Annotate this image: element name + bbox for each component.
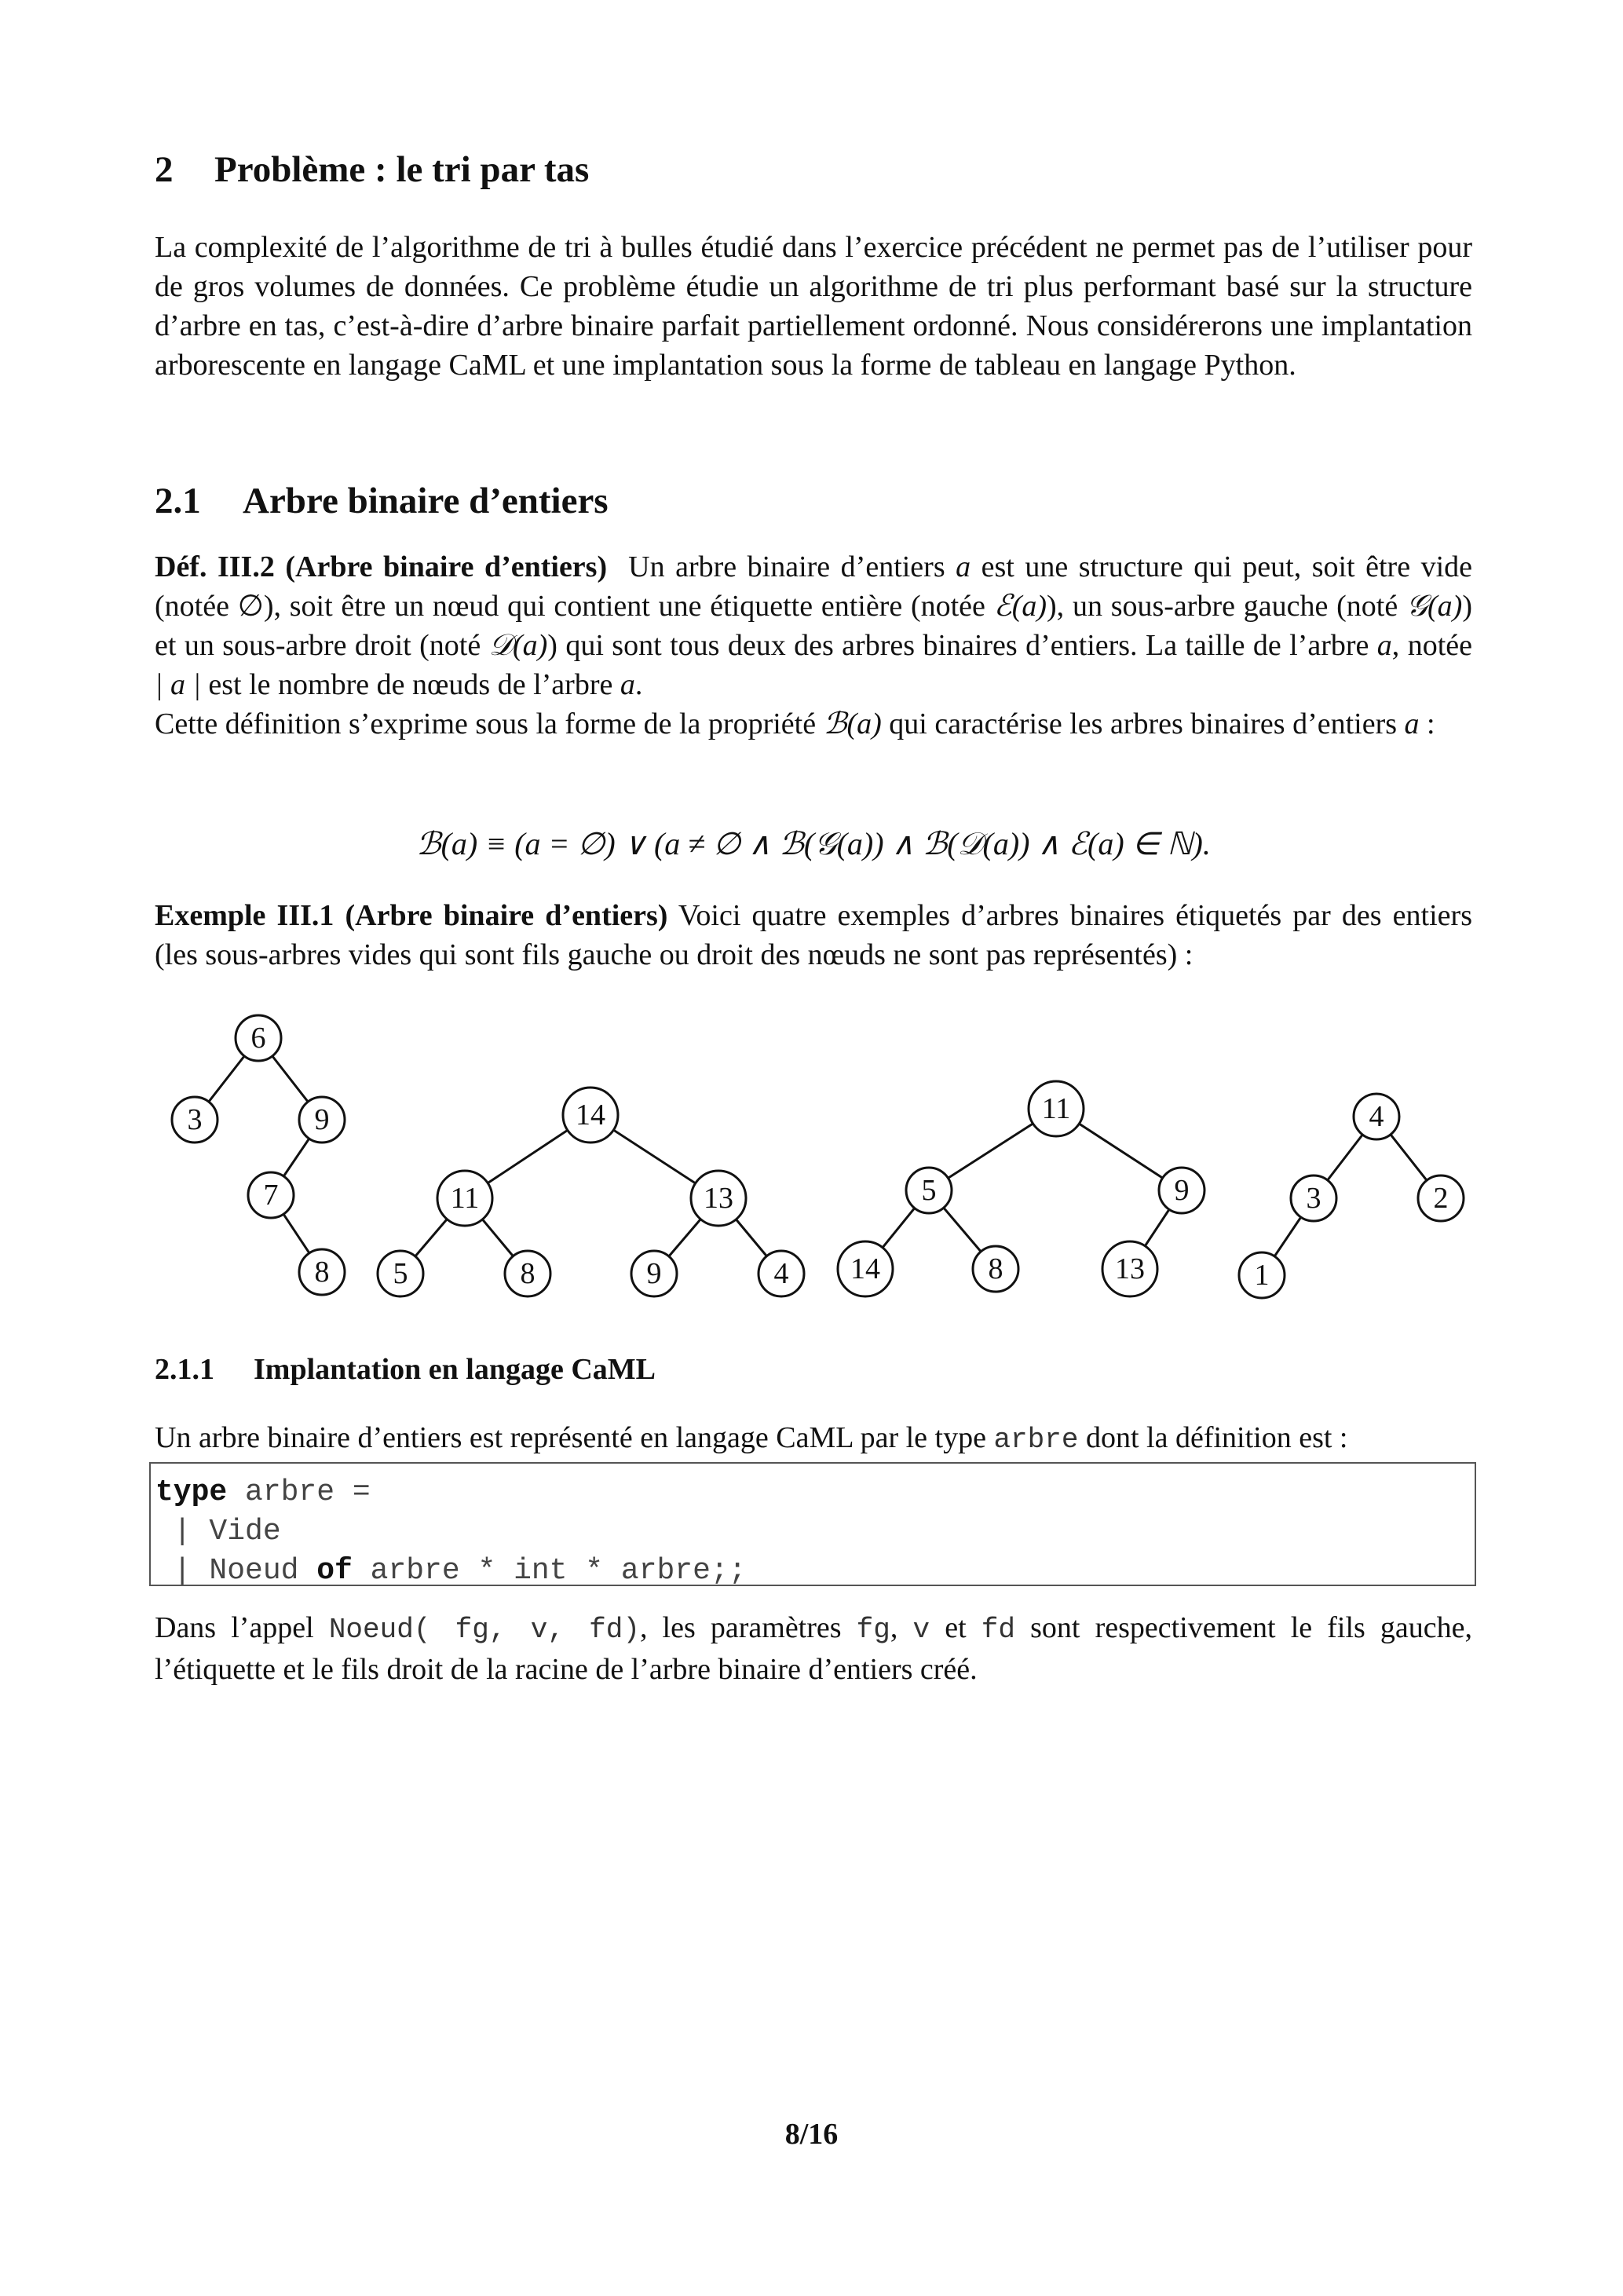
tree-node	[236, 1015, 281, 1061]
subsubsection-title: Implantation en langage CaML	[254, 1353, 656, 1386]
tree-node	[906, 1168, 952, 1213]
right-subtree-expr: 𝒟(a)	[488, 629, 548, 662]
svg-text:4: 4	[773, 1257, 789, 1290]
definition-text-7: est le nombre de nœuds de l’arbre	[200, 668, 620, 701]
var-a: a	[1404, 707, 1420, 740]
after-code-text-2: , les paramètres	[639, 1611, 857, 1644]
svg-text:7: 7	[263, 1179, 279, 1212]
tree-node	[1418, 1175, 1464, 1221]
tree-2	[378, 1088, 804, 1296]
property-formula	[155, 823, 1472, 865]
definition-lead: Déf. III.2 (Arbre binaire d’entiers)	[155, 550, 608, 583]
subsection-title: Arbre binaire d’entiers	[243, 481, 609, 521]
svg-text:2: 2	[1433, 1182, 1449, 1215]
tree-node	[1354, 1094, 1399, 1139]
property-text-1: Cette définition s’exprime sous la forme de la propriété	[155, 707, 824, 740]
example-text: Voici quatre exemples d’arbres binaires étiquetés par des entiers (les sous-arbres vides qui sont fils gauche ou droit des nœuds ne sont pas représentés) :	[155, 899, 1472, 971]
tree-node	[838, 1241, 893, 1296]
tree-node	[1102, 1241, 1157, 1296]
tree-node	[1159, 1168, 1204, 1213]
tree-node	[631, 1251, 677, 1296]
inline-code-fd: fd	[981, 1614, 1015, 1646]
tree-node	[299, 1097, 345, 1143]
caml-intro-text-1: Un arbre binaire d’entiers est représenté en langage CaML par le type	[155, 1421, 994, 1454]
inline-code-v: v	[912, 1614, 930, 1646]
svg-text:8: 8	[988, 1252, 1003, 1285]
tree-node	[248, 1172, 294, 1218]
subsubsection-number: 2.1.1	[155, 1353, 214, 1386]
var-a: a	[620, 668, 635, 701]
svg-text:13: 13	[1115, 1252, 1145, 1285]
code-line-1-rest: arbre =	[227, 1475, 371, 1509]
tree-node	[299, 1249, 345, 1295]
var-a: a	[956, 550, 971, 583]
caml-intro-text-2: dont la définition est :	[1078, 1421, 1348, 1454]
svg-text:3: 3	[1306, 1182, 1321, 1215]
after-code-paragraph	[155, 1608, 1472, 1689]
definition-text-6: , notée	[1391, 629, 1473, 662]
after-code-text-4: et	[930, 1611, 981, 1644]
definition-text-3: ), un sous-arbre gauche (noté	[1047, 590, 1406, 623]
inline-code-fg: fg	[856, 1614, 890, 1646]
svg-text:14: 14	[576, 1099, 605, 1132]
tree-node	[1029, 1081, 1084, 1136]
tree-node	[973, 1246, 1018, 1292]
tree-3	[838, 1081, 1204, 1296]
left-subtree-expr: 𝒢(a)	[1406, 590, 1463, 623]
tree-node	[691, 1171, 746, 1226]
example-trees	[0, 997, 1623, 1311]
section-title: Problème : le tri par tas	[214, 149, 590, 190]
label-expr: ℰ(a)	[993, 590, 1047, 623]
code-line-3-start: | Noeud	[155, 1554, 317, 1588]
example-paragraph	[155, 896, 1472, 974]
size-expr: | a |	[155, 668, 201, 701]
svg-text:5: 5	[393, 1257, 408, 1290]
code-line-3-end: arbre * int * arbre;;	[352, 1554, 747, 1588]
definition-text-4: ) et un sous-arbre droit (noté	[155, 590, 1472, 662]
code-line-2: | Vide	[155, 1515, 281, 1548]
svg-text:9: 9	[646, 1257, 662, 1290]
property-text-2: qui caractérise les arbres binaires d’entiers	[881, 707, 1405, 740]
intro-paragraph: La complexité de l’algorithme de tri à bulles étudié dans l’exercice précédent ne permet pas de l’utiliser pour de gros volumes de données. Ce problème étudie un algorithme de tri plus performant basé sur la structure d’arbre en tas, c’est-à-dire d’arbre binaire parfait partiellement ordonné. Nous considérerons une implantation arborescente en langage CaML et une implantation sous la forme de tableau en langage Python.	[155, 231, 1472, 382]
after-code-text-3: ,	[890, 1611, 913, 1644]
example-lead: Exemple III.1 (Arbre binaire d’entiers)	[155, 899, 668, 932]
svg-text:13: 13	[704, 1182, 733, 1215]
tree-node	[1239, 1252, 1285, 1298]
var-a: a	[1376, 629, 1392, 662]
svg-text:14: 14	[850, 1252, 880, 1285]
keyword-type: type	[155, 1475, 228, 1509]
svg-text:8: 8	[520, 1257, 536, 1290]
formula-text: ℬ(a) ≡ (a = ∅) ∨ (a ≠ ∅ ∧ ℬ(𝒢(a)) ∧ ℬ(𝒟(a)) ∧ ℰ(a) ∈ ℕ).	[416, 826, 1211, 861]
subsection-number: 2.1	[155, 481, 201, 521]
page-number: 8/16	[784, 2118, 839, 2151]
after-code-text-1: Dans l’appel	[155, 1611, 329, 1644]
definition-text-1: Un arbre binaire d’entiers	[628, 550, 956, 583]
property-paragraph	[155, 704, 1472, 744]
svg-text:11: 11	[1041, 1092, 1071, 1125]
tree-node	[563, 1088, 618, 1143]
definition-text-5: ) qui sont tous deux des arbres binaires d’entiers. La taille de l’arbre	[547, 629, 1377, 662]
svg-text:11: 11	[450, 1182, 480, 1215]
svg-text:6: 6	[250, 1022, 266, 1055]
definition-text-8: .	[634, 668, 643, 701]
section-heading	[155, 146, 589, 193]
tree-node	[378, 1251, 423, 1296]
svg-text:5: 5	[921, 1174, 937, 1207]
svg-text:1: 1	[1254, 1259, 1270, 1292]
subsubsection-heading	[155, 1351, 656, 1388]
svg-text:8: 8	[314, 1256, 330, 1289]
tree-node	[172, 1097, 217, 1143]
tree-1	[172, 1015, 345, 1295]
tree-4	[1239, 1094, 1464, 1298]
code-block	[149, 1462, 1476, 1586]
property-expr: ℬ(a)	[823, 707, 882, 740]
tree-node	[1291, 1175, 1336, 1221]
property-text-3: :	[1419, 707, 1435, 740]
svg-text:9: 9	[314, 1103, 330, 1136]
subsection-heading	[155, 477, 609, 525]
definition-text-2: est une structure qui peut, soit être vide (notée ∅), soit être un nœud qui contient une étiquette entière (notée	[155, 550, 1473, 623]
inline-code-noeud: Noeud( fg, v, fd)	[328, 1614, 640, 1646]
svg-text:4: 4	[1369, 1100, 1384, 1133]
svg-text:9: 9	[1174, 1174, 1190, 1207]
caml-intro-paragraph	[155, 1418, 1472, 1460]
keyword-of: of	[316, 1554, 353, 1588]
after-code-text-5: sont respectivement le fils gauche, l’étiquette et le fils droit de la racine de l’arbre binaire d’entiers créé.	[155, 1611, 1472, 1686]
tree-node	[758, 1251, 804, 1296]
code-lines	[151, 1464, 1475, 1591]
tree-node	[505, 1251, 550, 1296]
svg-text:3: 3	[187, 1103, 203, 1136]
inline-code-arbre: arbre	[993, 1424, 1079, 1456]
section-number: 2	[155, 149, 174, 190]
tree-node	[437, 1171, 492, 1226]
definition-paragraph	[155, 547, 1472, 704]
